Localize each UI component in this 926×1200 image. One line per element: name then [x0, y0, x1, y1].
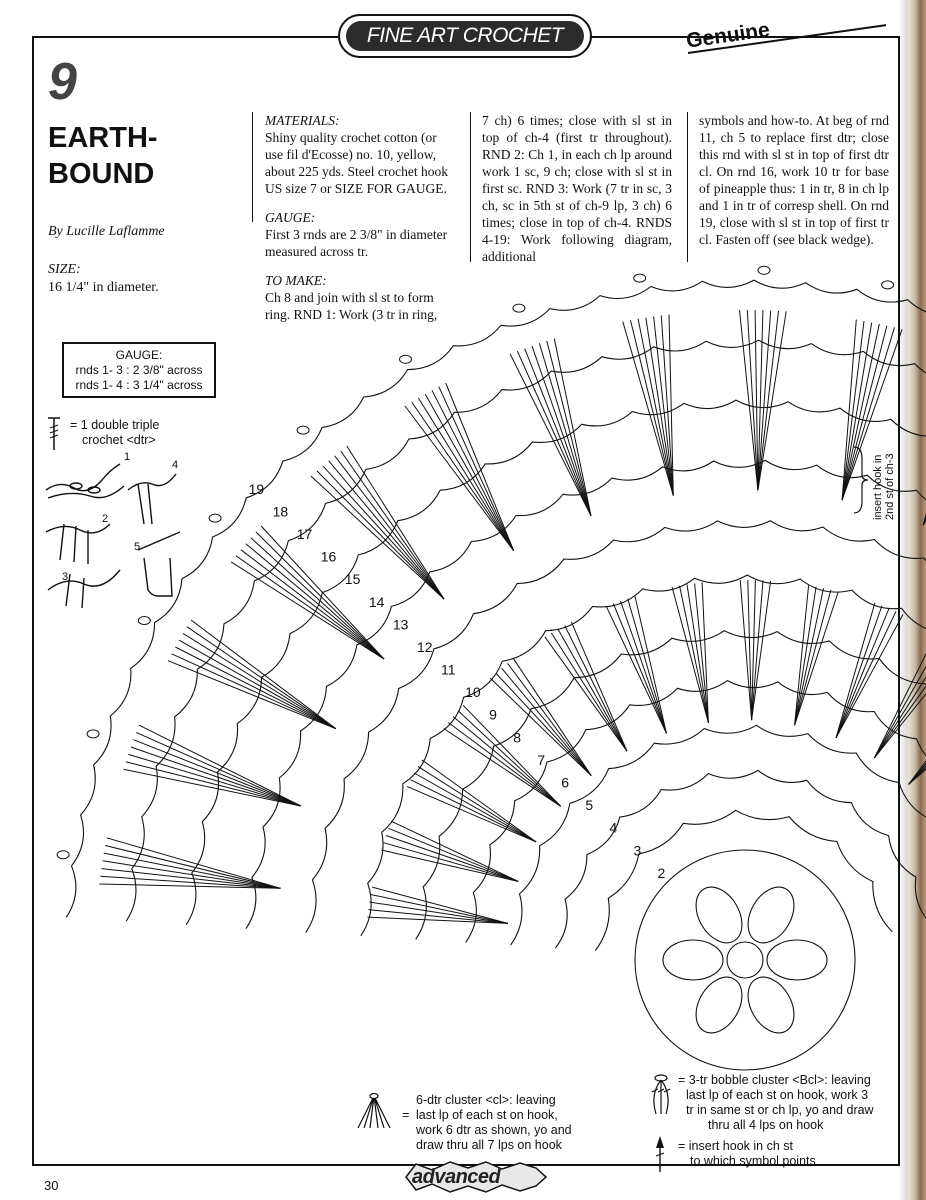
bobble-cluster-legend: [678, 1073, 874, 1133]
cluster-6dtr-legend: [400, 1093, 572, 1153]
illustration-step-5: 5: [134, 541, 141, 553]
stitch-fan: [795, 320, 903, 726]
insert-hook-line1: = insert hook in ch st: [678, 1139, 793, 1153]
round-number: 8: [513, 729, 521, 746]
dtr-legend-line2: crochet <dtr>: [82, 433, 156, 447]
bobble-mark: [758, 266, 770, 274]
stitch-fan: [623, 315, 709, 723]
bobble-mark: [634, 274, 646, 282]
pattern-number: 9: [48, 53, 77, 111]
bobble-mark: [57, 851, 69, 859]
round-number: 13: [392, 616, 409, 633]
round-number: 12: [417, 639, 433, 655]
to-make-text: Ch 8 and join with sl st to form ring. RND 1: Work (3 tr in ring,: [265, 290, 438, 322]
bobble-mark: [400, 355, 412, 363]
diagram-round: [126, 340, 926, 921]
instructions-column-2: 7 ch) 6 times; close with sl st in top of ch-4 (first tr throughout). RND 2: Ch 1, in each ch lp around work 1 sc, 9 ch; close with sl st in first sc. RND 3: Work (7 tr in sc, 3 ch, sc in 5th st of ch-9 lp, 3 ch) 6 times; close in top of ch-4. RNDS 4-19: Work following diagram, additional: [482, 113, 672, 264]
stitch-fan: [311, 446, 591, 776]
bobble-mark: [882, 281, 894, 289]
bobble-line1: = 3-tr bobble cluster <Bcl>: leaving: [678, 1073, 871, 1087]
round-number: 16: [320, 548, 337, 565]
bobble-line3: tr in same st or ch lp, yo and draw: [686, 1103, 874, 1117]
cluster-6dtr-line2: last lp of each st on hook,: [416, 1108, 558, 1122]
insert-hook-note: [872, 453, 896, 520]
round-number: 11: [441, 661, 456, 678]
bobble-mark: [87, 730, 99, 738]
bobble-cluster-icon: [648, 1074, 674, 1120]
page-number: 30: [44, 1178, 59, 1193]
materials-text: Shiny quality crochet cotton (or use fil d'Ecosse) no. 10, yellow, about 225 yds. Steel crochet hook US size 7 or SIZE FOR GAUGE.: [265, 130, 448, 196]
round-number: 18: [272, 503, 289, 520]
bobble-line4: thru all 4 lps on hook: [708, 1118, 824, 1132]
centre-motif: [635, 850, 855, 1070]
cluster-6dtr-equals: =: [402, 1108, 410, 1122]
designer-credit: By Lucille Laflamme: [48, 224, 165, 239]
round-number: 4: [609, 819, 618, 836]
insert-hook-arrow-icon: [652, 1134, 668, 1174]
round-number: 15: [344, 571, 361, 588]
round-number: 17: [296, 526, 313, 542]
illustration-step-4: 4: [172, 459, 179, 471]
bobble-mark: [209, 514, 221, 522]
round-number: 19: [248, 480, 265, 497]
round-number: 10: [465, 684, 481, 701]
stitch-fan: [740, 310, 787, 720]
to-make-heading: TO MAKE:: [265, 273, 327, 288]
cluster-6dtr-line1: 6-dtr cluster <cl>: leaving: [416, 1093, 556, 1107]
gauge-box-title: GAUGE:: [115, 348, 163, 362]
bracket-icon: [850, 445, 874, 515]
gauge-text: First 3 rnds are 2 3/8" in diameter measured across tr.: [265, 227, 448, 259]
round-number: 9: [489, 706, 497, 723]
illustration-step-3: 3: [62, 571, 69, 583]
gauge-heading: GAUGE:: [265, 210, 316, 225]
cluster-6dtr-line3: work 6 dtr as shown, yo and: [416, 1123, 572, 1137]
pattern-title-line1: EARTH-: [48, 122, 158, 154]
stitch-fan: [231, 526, 561, 806]
round-number: 5: [585, 797, 594, 814]
size-heading: SIZE:: [48, 262, 81, 277]
round-number: 3: [633, 842, 642, 859]
stitch-fan: [405, 383, 627, 751]
illustration-step-1: 1: [124, 451, 131, 463]
bobble-line2: last lp of each st on hook, work 3: [686, 1088, 869, 1102]
bobble-mark: [513, 304, 525, 312]
insert-hook-note-line1: insert hook in: [872, 454, 884, 520]
dtr-legend-line1: = 1 double triple: [70, 418, 160, 432]
gauge-box-line1: rnds 1- 3 : 2 3/8" across: [75, 363, 203, 377]
size-value: 16 1/4" in diameter.: [48, 280, 159, 295]
stitch-fan: [909, 469, 926, 785]
genuine-tag: Genuine: [684, 18, 772, 53]
pattern-title-line2: BOUND: [48, 158, 155, 190]
gauge-box-line2: rnds 1- 4 : 3 1/4" across: [75, 378, 203, 392]
insert-hook-line2: to which symbol points: [690, 1154, 816, 1168]
stitch-fan: [168, 620, 536, 842]
insert-hook-note-line2: 2nd st of ch-3: [884, 453, 896, 520]
bobble-mark: [297, 426, 309, 434]
bobble-mark: [138, 617, 150, 625]
materials-heading: MATERIALS:: [265, 113, 340, 128]
cluster-6dtr-icon: [354, 1092, 394, 1132]
cluster-6dtr-line4: draw thru all 7 lps on hook: [416, 1138, 562, 1152]
diagram-round: [416, 631, 926, 940]
difficulty-level: advanced: [412, 1166, 501, 1188]
insert-hook-legend: [678, 1139, 816, 1169]
instructions-column-3: symbols and how-to. At beg of rnd 11, ch 5 to replace first dtr; close this rnd with sl st in top of first dtr cl. On rnd 16, work 10 tr for base of pineapple thus: 1 in tr, 8 in ch lp and 1 in tr of corresp shell. On rnd 19, close with sl st in top of first tr cl. Fasten off (see black wedge).: [699, 113, 889, 247]
series-title: FINE ART CROCHET: [346, 21, 584, 51]
stitch-fan: [100, 838, 508, 924]
illustration-step-2: 2: [102, 513, 109, 525]
round-number: 7: [537, 751, 545, 768]
round-number: 14: [368, 593, 385, 610]
round-number: 2: [657, 864, 666, 881]
round-number: 6: [561, 774, 570, 791]
diagram-round: [555, 770, 926, 948]
